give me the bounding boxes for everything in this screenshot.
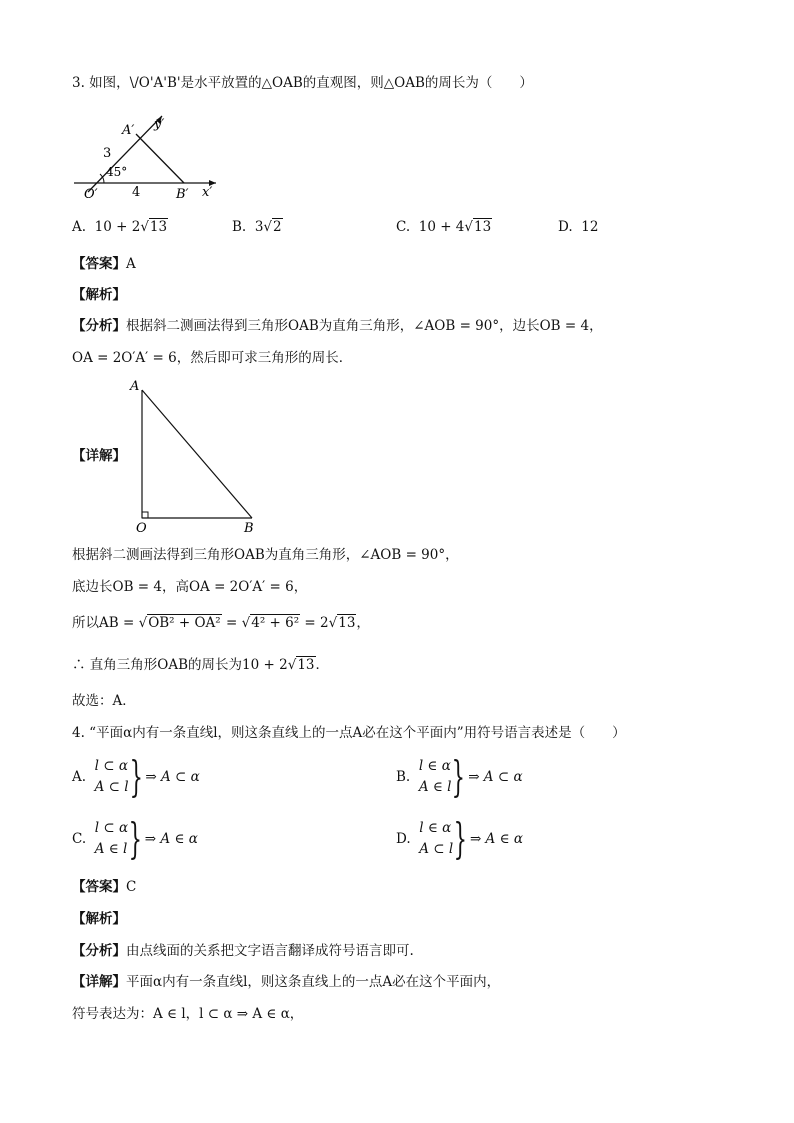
fig2-label-B: B <box>244 521 254 536</box>
q4-stem: 4. “平面α内有一条直线l，则这条直线上的一点A必在这个平面内”用符号语言表述是（ ） <box>72 725 626 741</box>
q3-option-b: B. 3√2 <box>232 219 282 235</box>
fig1-label-A: A′ <box>122 123 135 138</box>
fig1-label-O: O′ <box>84 187 98 202</box>
q3-option-d: D. 12 <box>558 219 599 235</box>
q3-solution-line3: 所以AB = √OB² + OA² = √4² + 6² = 2√13， <box>72 615 370 631</box>
fig2-label-O: O <box>136 521 147 536</box>
q4-symbol: 符号表达为：A ∈ l，l ⊂ α ⇒ A ∈ α， <box>72 1006 304 1022</box>
q3-option-a: A. 10 + 2√13 <box>72 219 168 235</box>
q4-answer: 【答案】C <box>72 879 137 895</box>
q3-choose: 故选：A． <box>72 693 136 709</box>
q3-solution-line2: 底边长OB = 4，高OA = 2O′A′ = 6， <box>72 579 308 595</box>
fig1-label-x: x′ <box>202 185 213 200</box>
q3-solution-line4: ∴ 直角三角形OAB的周长为10 + 2√13． <box>72 657 329 673</box>
q4-option-a: A. l ⊂ α A ⊂ l} ⇒ A ⊂ α <box>72 752 200 801</box>
q4-option-c: C. l ⊂ α A ∈ l} ⇒ A ∈ α <box>72 814 198 863</box>
q3-option-c: C. 10 + 4√13 <box>396 219 492 235</box>
q3-fenxi-line2: OA = 2O′A′ = 6，然后即可求三角形的周长． <box>72 350 353 366</box>
q3-oblique-figure <box>70 112 230 202</box>
q3-jiexi-tag: 【解析】 <box>72 287 126 303</box>
q3-solution-line1: 根据斜二测画法得到三角形OAB为直角三角形，∠AOB = 90°， <box>72 547 459 563</box>
q4-xiangjie: 【详解】平面α内有一条直线l，则这条直线上的一点A必在这个平面内， <box>72 974 501 990</box>
q4-jiexi-tag: 【解析】 <box>72 911 126 927</box>
fig1-label-base: 4 <box>132 185 141 200</box>
fig1-label-side: 3 <box>103 146 112 161</box>
fig2-label-A: A <box>130 379 140 394</box>
q3-stem: 3. 如图，\/O'A'B'是水平放置的△OAB的直观图，则△OAB的周长为（ ） <box>72 75 533 91</box>
fig1-label-y: y′ <box>154 117 165 132</box>
q4-fenxi: 【分析】由点线面的关系把文字语言翻译成符号语言即可. <box>72 943 414 959</box>
q3-answer: 【答案】A <box>72 256 136 272</box>
q4-option-b: B. l ∈ α A ∈ l} ⇒ A ⊂ α <box>396 752 523 801</box>
fig1-label-angle: 45° <box>106 165 128 179</box>
q3-xiangjie-tag: 【详解】 <box>72 448 126 464</box>
q4-option-d: D. l ∈ α A ⊂ l} ⇒ A ∈ α <box>396 814 523 863</box>
fig1-label-B: B′ <box>176 187 189 202</box>
q3-fenxi-line1: 【分析】根据斜二测画法得到三角形OAB为直角三角形，∠AOB = 90°，边长OB = 4， <box>72 318 603 334</box>
q3-right-triangle-figure <box>124 376 264 538</box>
